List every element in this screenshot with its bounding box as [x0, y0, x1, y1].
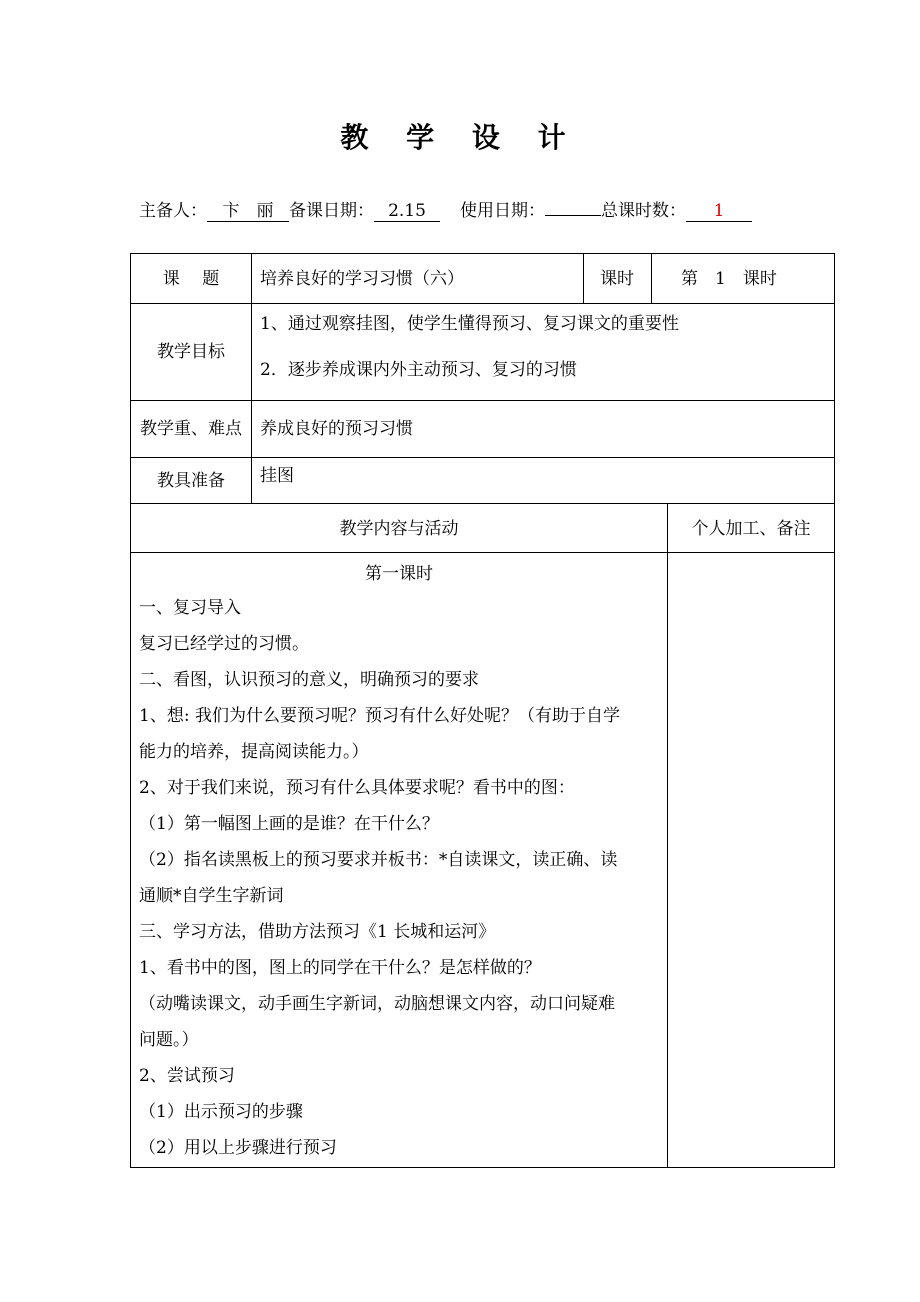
preparer-label: 主备人： [139, 201, 207, 221]
total-label: 总课时数： [601, 201, 686, 221]
focus-label: 教学重、难点 [140, 419, 242, 439]
content-line: （2）用以上步骤进行预习 [139, 1138, 337, 1158]
total-value: 1 [686, 201, 752, 222]
content-line: 问题。） [139, 1030, 199, 1050]
content-line: （2）指名读黑板上的预习要求并板书：*自读课文，读正确、读 [139, 850, 618, 870]
content-line: （1）第一幅图上画的是谁？在干什么？ [139, 814, 439, 834]
goal-1: 1、通过观察挂图，使学生懂得预习、复习课文的重要性 [260, 314, 679, 334]
content-line: 复习已经学过的习惯。 [139, 634, 309, 654]
lesson-table [130, 253, 835, 1168]
topic-value: 培养良好的学习习惯（六） [260, 269, 464, 289]
tools-value: 挂图 [260, 466, 294, 486]
lesson-title: 第一课时 [365, 564, 433, 584]
content-line: 通顺*自学生字新词 [139, 886, 284, 906]
use-date-label: 使用日期： [460, 201, 545, 221]
topic-label: 课 题 [162, 269, 220, 289]
notes-header: 个人加工、备注 [691, 519, 811, 539]
preparer-value: 卞 丽 [207, 201, 289, 222]
page-title: 教 学 设 计 [340, 121, 580, 154]
prep-date-label: 备课日期： [289, 201, 374, 221]
prep-date-value: 2.15 [374, 201, 440, 222]
period-label: 课时 [600, 269, 634, 289]
period-value: 第 1 课时 [681, 269, 777, 289]
content-line: 三、学习方法，借助方法预习《1 长城和运河》 [139, 922, 496, 942]
tools-label: 教具准备 [157, 471, 225, 491]
focus-value: 养成良好的预习习惯 [260, 419, 413, 439]
goal-2: 2．逐步养成课内外主动预习、复习的习惯 [260, 360, 577, 380]
content-header: 教学内容与活动 [339, 519, 459, 539]
use-date-value [545, 215, 601, 216]
content-line: 一、复习导入 [139, 598, 241, 618]
header-info [139, 196, 752, 222]
content-line: 1、想: 我们为什么要预习呢？预习有什么好处呢？（有助于自学 [139, 706, 620, 726]
content-line: 2、对于我们来说，预习有什么具体要求呢？看书中的图： [139, 778, 575, 798]
lesson-content [139, 590, 665, 1166]
content-line: 2、尝试预习 [139, 1066, 235, 1086]
content-line: 能力的培养，提高阅读能力。） [139, 742, 369, 762]
content-line: 1、看书中的图，图上的同学在干什么？是怎样做的？ [139, 958, 541, 978]
content-line: （动嘴读课文，动手画生字新词，动脑想课文内容，动口问疑难 [139, 994, 615, 1014]
content-line: 二、看图，认识预习的意义，明确预习的要求 [139, 670, 479, 690]
content-line: （1）出示预习的步骤 [139, 1102, 303, 1122]
goals-label: 教学目标 [157, 342, 225, 362]
